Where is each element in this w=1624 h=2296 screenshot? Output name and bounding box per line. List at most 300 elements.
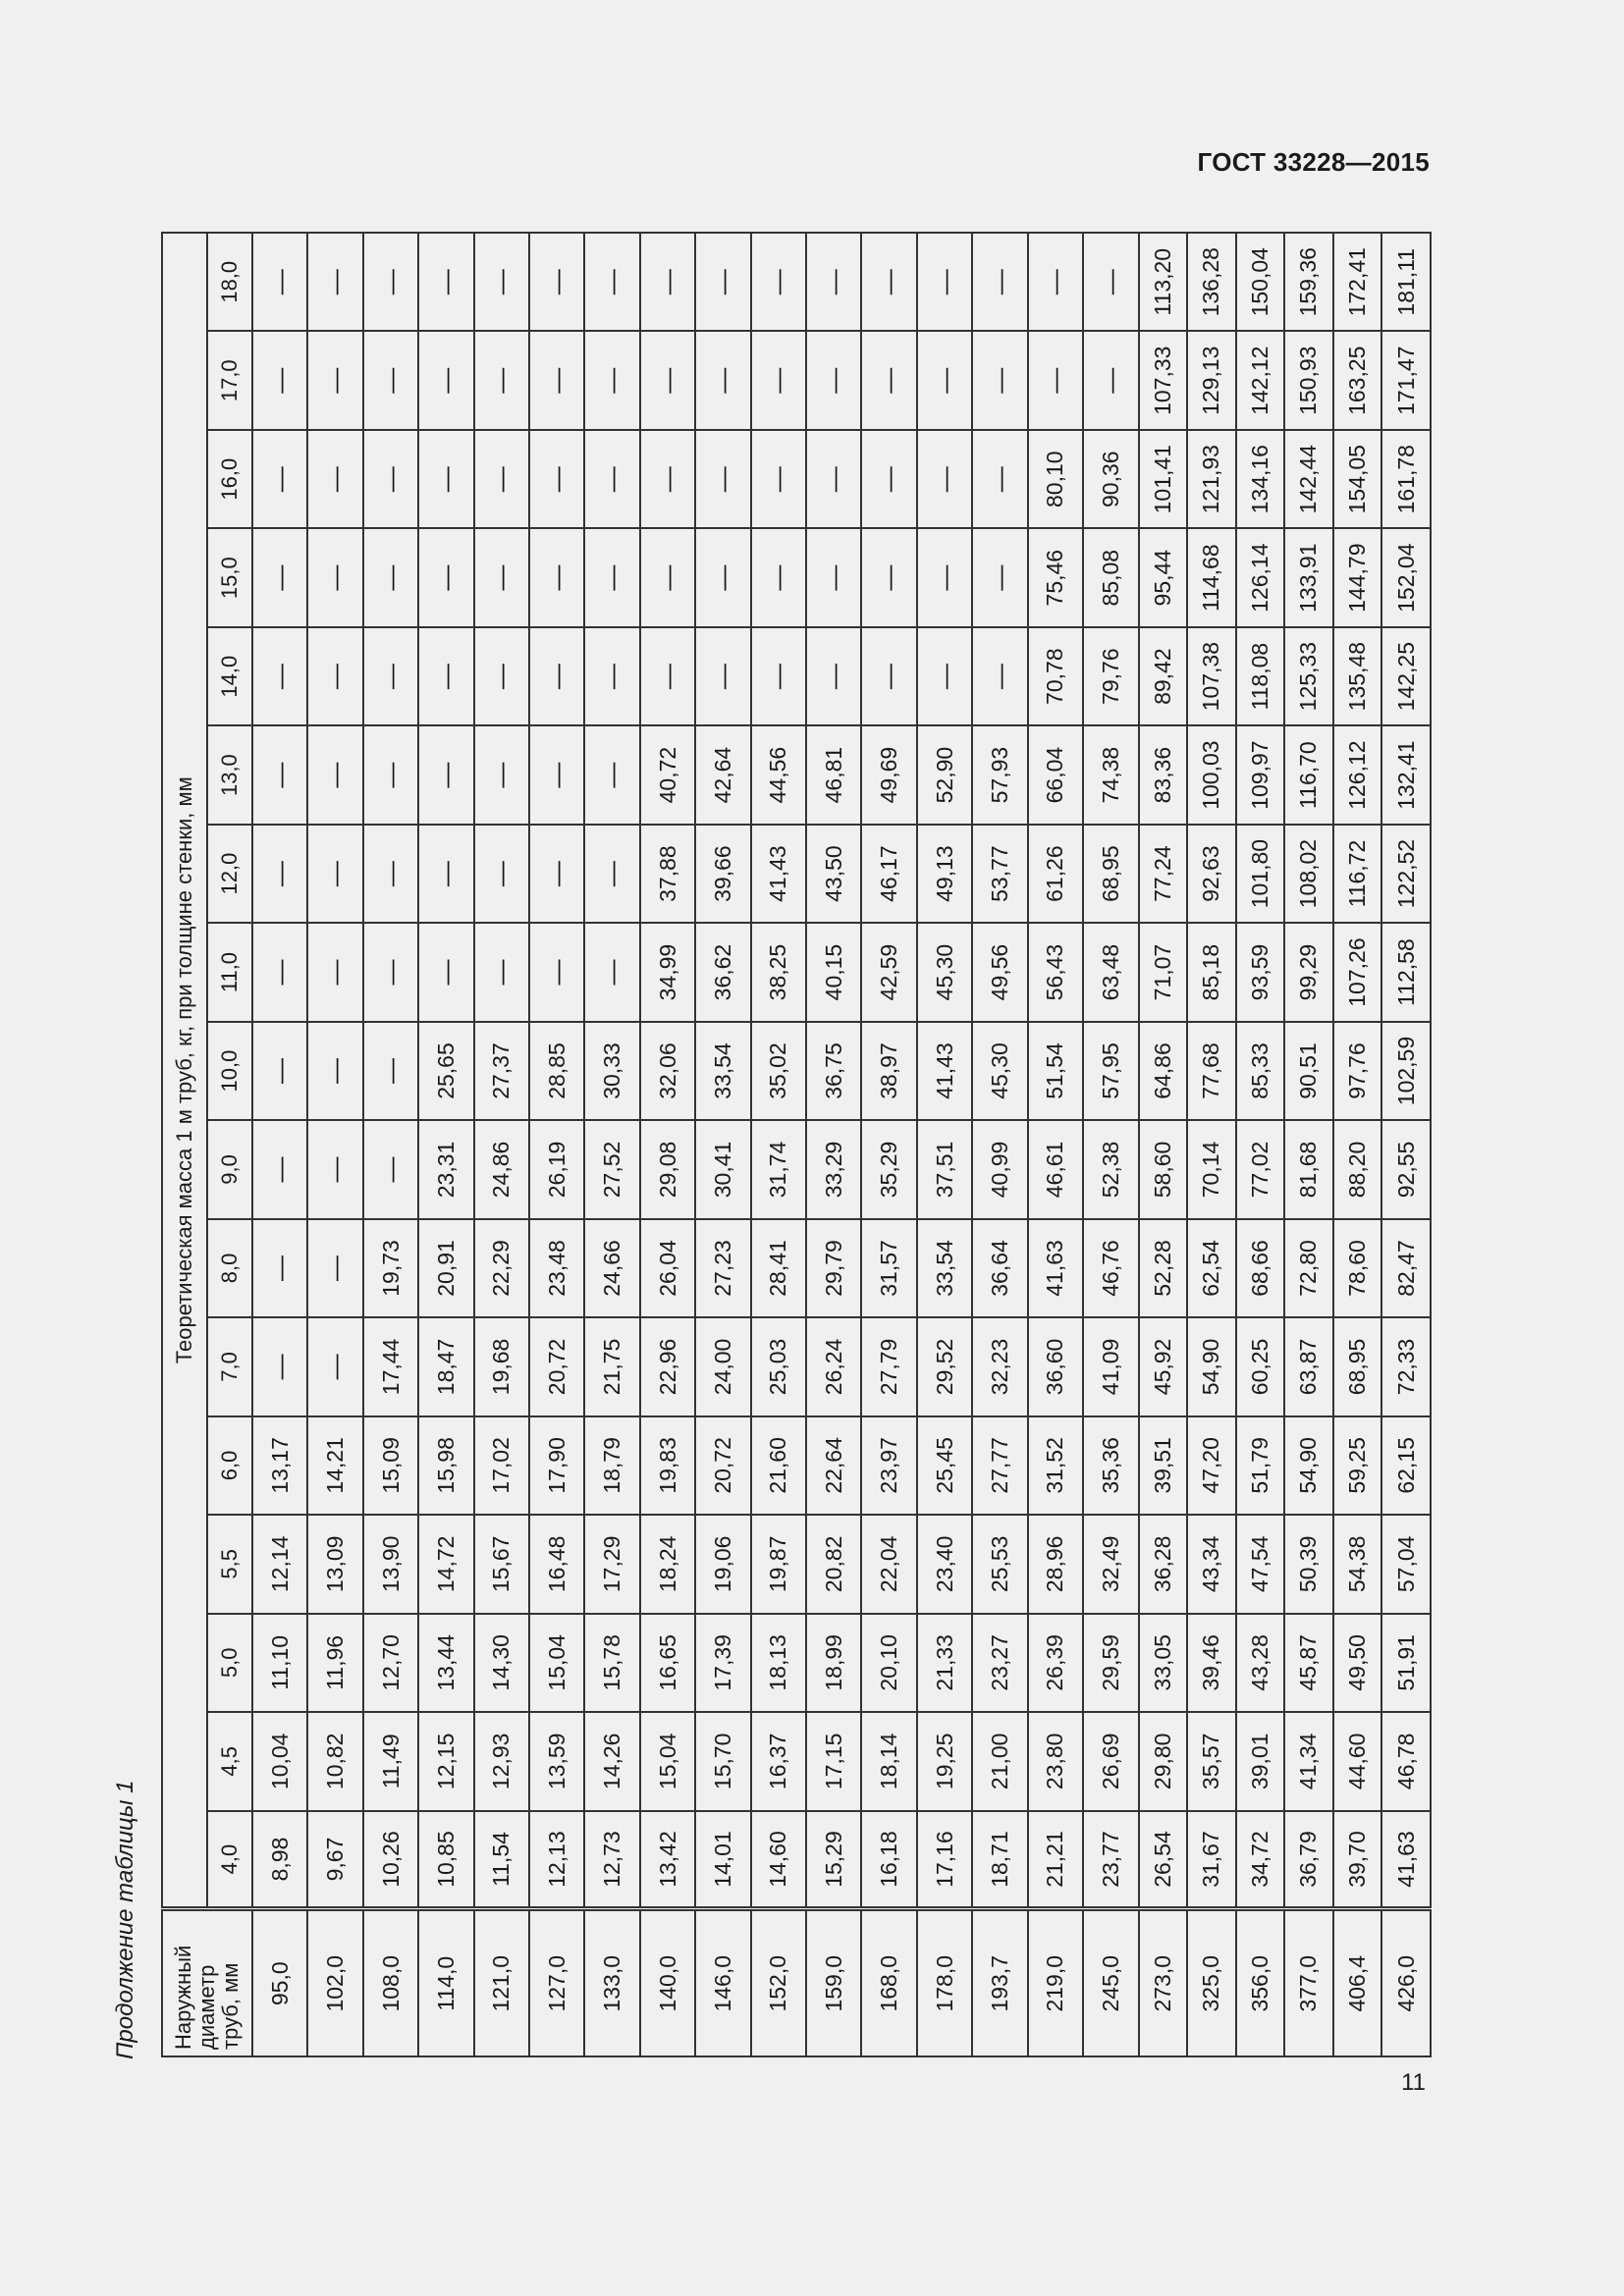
diameter-cell: 146,0: [695, 1909, 750, 2056]
mass-cell: 80,10: [1028, 430, 1083, 528]
mass-cell: —: [584, 825, 639, 923]
mass-cell: 24,86: [474, 1120, 529, 1218]
mass-cell: —: [363, 627, 418, 725]
diameter-cell: 140,0: [640, 1909, 695, 2056]
mass-cell: —: [1028, 332, 1083, 430]
mass-cell: 33,54: [917, 1219, 972, 1317]
mass-cell: 44,56: [751, 725, 806, 824]
mass-cell: 22,96: [640, 1317, 695, 1415]
table-row: [1139, 233, 1188, 2056]
mass-cell: —: [751, 528, 806, 626]
table-row: [418, 233, 473, 2056]
mass-cell: 39,46: [1187, 1614, 1236, 1712]
mass-cell: —: [529, 923, 584, 1021]
mass-cell: 41,63: [1028, 1219, 1083, 1317]
mass-cell: —: [418, 430, 473, 528]
mass-cell: 15,04: [529, 1614, 584, 1712]
mass-cell: 14,01: [695, 1811, 750, 1909]
mass-cell: 58,60: [1139, 1120, 1188, 1218]
mass-cell: 63,48: [1083, 923, 1138, 1021]
mass-cell: 37,88: [640, 825, 695, 923]
mass-cell: —: [363, 332, 418, 430]
mass-cell: 107,26: [1333, 923, 1382, 1021]
mass-cell: 11,10: [252, 1614, 307, 1712]
mass-cell: 29,79: [806, 1219, 861, 1317]
mass-cell: —: [917, 528, 972, 626]
mass-cell: —: [584, 627, 639, 725]
mass-cell: 41,34: [1284, 1712, 1333, 1810]
mass-cell: 35,29: [861, 1120, 916, 1218]
mass-cell: 122,52: [1381, 825, 1431, 923]
mass-cell: —: [307, 1317, 362, 1415]
mass-cell: 126,14: [1236, 528, 1285, 626]
mass-cell: —: [363, 923, 418, 1021]
table-row: [1284, 233, 1333, 2056]
column-header-thickness: 12,0: [207, 825, 252, 923]
mass-cell: —: [529, 725, 584, 824]
mass-cell: 93,59: [1236, 923, 1285, 1021]
mass-cell: —: [307, 725, 362, 824]
mass-cell: 16,65: [640, 1614, 695, 1712]
mass-cell: 114,68: [1187, 528, 1236, 626]
mass-cell: 25,53: [972, 1515, 1027, 1613]
mass-cell: —: [252, 233, 307, 332]
mass-cell: —: [363, 233, 418, 332]
mass-cell: 46,61: [1028, 1120, 1083, 1218]
mass-cell: 19,06: [695, 1515, 750, 1613]
mass-cell: 46,76: [1083, 1219, 1138, 1317]
mass-cell: —: [861, 332, 916, 430]
mass-cell: 83,36: [1139, 725, 1188, 824]
mass-cell: —: [529, 430, 584, 528]
table-row: [307, 233, 362, 2056]
mass-cell: —: [695, 528, 750, 626]
mass-cell: 22,29: [474, 1219, 529, 1317]
mass-cell: 159,36: [1284, 233, 1333, 332]
mass-cell: 18,99: [806, 1614, 861, 1712]
mass-cell: 15,09: [363, 1416, 418, 1515]
mass-cell: 15,78: [584, 1614, 639, 1712]
mass-cell: 133,91: [1284, 528, 1333, 626]
mass-cell: 142,12: [1236, 332, 1285, 430]
mass-cell: 41,09: [1083, 1317, 1138, 1415]
mass-cell: 12,13: [529, 1811, 584, 1909]
mass-cell: 17,29: [584, 1515, 639, 1613]
mass-cell: —: [418, 233, 473, 332]
diameter-cell: 152,0: [751, 1909, 806, 2056]
mass-cell: 78,60: [1333, 1219, 1382, 1317]
mass-cell: 39,66: [695, 825, 750, 923]
table-row: [363, 233, 418, 2056]
mass-cell: 27,23: [695, 1219, 750, 1317]
mass-cell: 49,69: [861, 725, 916, 824]
mass-cell: 24,00: [695, 1317, 750, 1415]
mass-cell: 150,93: [1284, 332, 1333, 430]
mass-cell: 150,04: [1236, 233, 1285, 332]
mass-cell: 45,92: [1139, 1317, 1188, 1415]
mass-cell: —: [806, 430, 861, 528]
table-row: [529, 233, 584, 2056]
mass-cell: 23,80: [1028, 1712, 1083, 1810]
mass-cell: 49,50: [1333, 1614, 1382, 1712]
table-continuation-label: Продолжение таблицы 1: [112, 1780, 138, 2059]
mass-cell: 41,43: [751, 825, 806, 923]
table-row: [1381, 233, 1431, 2056]
mass-cell: 172,41: [1333, 233, 1382, 332]
mass-cell: 26,69: [1083, 1712, 1138, 1810]
mass-cell: —: [584, 528, 639, 626]
column-header-thickness: 5,5: [207, 1515, 252, 1613]
mass-cell: 89,42: [1139, 627, 1188, 725]
mass-cell: —: [806, 528, 861, 626]
mass-cell: 36,60: [1028, 1317, 1083, 1415]
mass-cell: —: [307, 1120, 362, 1218]
mass-cell: 21,33: [917, 1614, 972, 1712]
page-number: 11: [1401, 2069, 1426, 2096]
mass-cell: 11,96: [307, 1614, 362, 1712]
mass-cell: —: [307, 528, 362, 626]
mass-cell: 32,23: [972, 1317, 1027, 1415]
mass-cell: 27,79: [861, 1317, 916, 1415]
mass-cell: 85,33: [1236, 1022, 1285, 1120]
mass-cell: 21,00: [972, 1712, 1027, 1810]
mass-cell: 8,98: [252, 1811, 307, 1909]
mass-cell: 92,63: [1187, 825, 1236, 923]
mass-cell: 15,04: [640, 1712, 695, 1810]
mass-cell: 21,60: [751, 1416, 806, 1515]
mass-cell: —: [584, 430, 639, 528]
mass-cell: —: [307, 332, 362, 430]
mass-cell: 44,60: [1333, 1712, 1382, 1810]
mass-cell: 25,03: [751, 1317, 806, 1415]
mass-cell: 19,68: [474, 1317, 529, 1415]
mass-cell: 57,95: [1083, 1022, 1138, 1120]
mass-cell: 26,19: [529, 1120, 584, 1218]
mass-cell: 142,44: [1284, 430, 1333, 528]
mass-cell: —: [474, 627, 529, 725]
column-group-header: Теоретическая масса 1 м труб, кг, при толщине стенки, мм: [162, 233, 207, 1909]
mass-cell: —: [474, 725, 529, 824]
diameter-header-line: труб, мм: [218, 1962, 244, 2050]
mass-cell: 62,15: [1381, 1416, 1431, 1515]
mass-cell: 126,12: [1333, 725, 1382, 824]
mass-cell: —: [474, 430, 529, 528]
diameter-cell: 178,0: [917, 1909, 972, 2056]
mass-cell: 79,76: [1083, 627, 1138, 725]
mass-cell: 21,75: [584, 1317, 639, 1415]
table-row: [1236, 233, 1285, 2056]
column-header-thickness: 11,0: [207, 923, 252, 1021]
diameter-cell: 325,0: [1187, 1909, 1236, 2056]
mass-cell: 90,36: [1083, 430, 1138, 528]
mass-cell: 9,67: [307, 1811, 362, 1909]
mass-cell: —: [529, 528, 584, 626]
column-header-thickness: 4,0: [207, 1811, 252, 1909]
diameter-cell: 426,0: [1381, 1909, 1431, 2056]
mass-cell: —: [861, 627, 916, 725]
mass-cell: 14,72: [418, 1515, 473, 1613]
column-header-thickness: 15,0: [207, 528, 252, 626]
mass-cell: 15,29: [806, 1811, 861, 1909]
mass-cell: —: [751, 233, 806, 332]
mass-cell: 129,13: [1187, 332, 1236, 430]
mass-cell: 72,80: [1284, 1219, 1333, 1317]
table-row: [972, 233, 1027, 2056]
mass-cell: 36,79: [1284, 1811, 1333, 1909]
column-header-thickness: 10,0: [207, 1022, 252, 1120]
mass-cell: —: [861, 233, 916, 332]
mass-cell: 19,83: [640, 1416, 695, 1515]
mass-cell: 63,87: [1284, 1317, 1333, 1415]
mass-cell: 181,11: [1381, 233, 1431, 332]
diameter-cell: 193,7: [972, 1909, 1027, 2056]
mass-cell: 34,72: [1236, 1811, 1285, 1909]
mass-cell: 61,26: [1028, 825, 1083, 923]
mass-cell: 28,85: [529, 1022, 584, 1120]
mass-cell: 52,28: [1139, 1219, 1188, 1317]
mass-cell: 47,20: [1187, 1416, 1236, 1515]
column-header-thickness: 6,0: [207, 1416, 252, 1515]
mass-cell: —: [972, 528, 1027, 626]
mass-cell: —: [474, 332, 529, 430]
mass-cell: 20,91: [418, 1219, 473, 1317]
mass-cell: —: [751, 332, 806, 430]
mass-cell: 132,41: [1381, 725, 1431, 824]
mass-cell: 12,73: [584, 1811, 639, 1909]
mass-cell: 53,77: [972, 825, 1027, 923]
mass-cell: 36,64: [972, 1219, 1027, 1317]
mass-cell: —: [252, 825, 307, 923]
mass-cell: 12,70: [363, 1614, 418, 1712]
mass-cell: 45,30: [972, 1022, 1027, 1120]
mass-cell: 20,10: [861, 1614, 916, 1712]
mass-cell: 74,38: [1083, 725, 1138, 824]
mass-cell: 46,78: [1381, 1712, 1431, 1810]
mass-cell: 68,95: [1083, 825, 1138, 923]
mass-cell: 82,47: [1381, 1219, 1431, 1317]
mass-cell: —: [363, 1022, 418, 1120]
mass-cell: —: [917, 430, 972, 528]
mass-cell: 101,80: [1236, 825, 1285, 923]
diameter-cell: 114,0: [418, 1909, 473, 2056]
mass-cell: —: [529, 233, 584, 332]
mass-cell: 16,37: [751, 1712, 806, 1810]
mass-cell: 26,24: [806, 1317, 861, 1415]
mass-cell: 19,73: [363, 1219, 418, 1317]
mass-cell: 11,54: [474, 1811, 529, 1909]
column-header-thickness: 7,0: [207, 1317, 252, 1415]
mass-cell: —: [640, 233, 695, 332]
mass-cell: 31,52: [1028, 1416, 1083, 1515]
mass-cell: 42,64: [695, 725, 750, 824]
mass-cell: 49,56: [972, 923, 1027, 1021]
mass-cell: 21,21: [1028, 1811, 1083, 1909]
mass-cell: 32,06: [640, 1022, 695, 1120]
mass-cell: —: [363, 725, 418, 824]
mass-cell: —: [695, 627, 750, 725]
mass-cell: —: [584, 233, 639, 332]
mass-cell: —: [363, 1120, 418, 1218]
diameter-cell: 219,0: [1028, 1909, 1083, 2056]
mass-cell: 33,05: [1139, 1614, 1188, 1712]
mass-cell: 26,04: [640, 1219, 695, 1317]
table-row: [474, 233, 529, 2056]
mass-cell: 19,25: [917, 1712, 972, 1810]
mass-cell: 14,26: [584, 1712, 639, 1810]
mass-cell: 16,48: [529, 1515, 584, 1613]
mass-cell: 57,93: [972, 725, 1027, 824]
diameter-cell: 406,4: [1333, 1909, 1382, 2056]
mass-cell: 107,33: [1139, 332, 1188, 430]
mass-cell: 29,52: [917, 1317, 972, 1415]
mass-cell: 31,74: [751, 1120, 806, 1218]
mass-cell: 20,72: [529, 1317, 584, 1415]
mass-cell: —: [640, 627, 695, 725]
column-header-diameter: [162, 1909, 252, 2056]
mass-cell: 92,55: [1381, 1120, 1431, 1218]
mass-cell: —: [917, 332, 972, 430]
mass-cell: 100,03: [1187, 725, 1236, 824]
mass-cell: 17,02: [474, 1416, 529, 1515]
mass-cell: 102,59: [1381, 1022, 1431, 1120]
mass-cell: —: [806, 627, 861, 725]
mass-cell: 116,72: [1333, 825, 1382, 923]
mass-cell: —: [418, 528, 473, 626]
mass-cell: 39,01: [1236, 1712, 1285, 1810]
mass-cell: 32,49: [1083, 1515, 1138, 1613]
mass-cell: —: [474, 528, 529, 626]
mass-cell: 18,79: [584, 1416, 639, 1515]
mass-cell: 13,17: [252, 1416, 307, 1515]
mass-cell: 45,30: [917, 923, 972, 1021]
mass-cell: —: [418, 923, 473, 1021]
mass-cell: 15,67: [474, 1515, 529, 1613]
mass-cell: 68,66: [1236, 1219, 1285, 1317]
mass-cell: 59,25: [1333, 1416, 1382, 1515]
mass-cell: 70,14: [1187, 1120, 1236, 1218]
mass-cell: 121,93: [1187, 430, 1236, 528]
mass-cell: 99,29: [1284, 923, 1333, 1021]
mass-cell: 41,43: [917, 1022, 972, 1120]
mass-cell: 13,09: [307, 1515, 362, 1613]
mass-cell: 38,97: [861, 1022, 916, 1120]
mass-cell: 43,28: [1236, 1614, 1285, 1712]
mass-cell: —: [418, 725, 473, 824]
mass-cell: 23,77: [1083, 1811, 1138, 1909]
mass-cell: —: [252, 430, 307, 528]
mass-cell: 12,15: [418, 1712, 473, 1810]
mass-cell: 14,60: [751, 1811, 806, 1909]
mass-cell: —: [584, 923, 639, 1021]
diameter-cell: 159,0: [806, 1909, 861, 2056]
mass-cell: 18,71: [972, 1811, 1027, 1909]
mass-cell: 77,02: [1236, 1120, 1285, 1218]
mass-cell: 51,79: [1236, 1416, 1285, 1515]
mass-cell: —: [695, 233, 750, 332]
mass-cell: 17,39: [695, 1614, 750, 1712]
mass-cell: 28,96: [1028, 1515, 1083, 1613]
diameter-cell: 133,0: [584, 1909, 639, 2056]
mass-cell: 39,70: [1333, 1811, 1382, 1909]
mass-cell: —: [474, 233, 529, 332]
mass-cell: 54,90: [1187, 1317, 1236, 1415]
mass-cell: —: [751, 430, 806, 528]
mass-cell: 68,95: [1333, 1317, 1382, 1415]
mass-cell: 50,39: [1284, 1515, 1333, 1613]
mass-cell: 23,48: [529, 1219, 584, 1317]
mass-cell: 90,51: [1284, 1022, 1333, 1120]
mass-cell: 24,66: [584, 1219, 639, 1317]
mass-cell: 118,08: [1236, 627, 1285, 725]
mass-cell: —: [474, 825, 529, 923]
diameter-cell: 245,0: [1083, 1909, 1138, 2056]
mass-cell: 26,39: [1028, 1614, 1083, 1712]
mass-cell: 28,41: [751, 1219, 806, 1317]
mass-cell: 31,57: [861, 1219, 916, 1317]
mass-cell: 134,16: [1236, 430, 1285, 528]
mass-cell: 57,04: [1381, 1515, 1431, 1613]
mass-cell: —: [640, 528, 695, 626]
mass-cell: 88,20: [1333, 1120, 1382, 1218]
mass-cell: 56,43: [1028, 923, 1083, 1021]
column-header-thickness: 8,0: [207, 1219, 252, 1317]
mass-cell: 18,47: [418, 1317, 473, 1415]
mass-cell: 22,64: [806, 1416, 861, 1515]
mass-cell: 109,97: [1236, 725, 1285, 824]
mass-cell: —: [584, 725, 639, 824]
mass-cell: 17,90: [529, 1416, 584, 1515]
mass-cell: —: [917, 627, 972, 725]
diameter-cell: 102,0: [307, 1909, 362, 2056]
mass-cell: 23,31: [418, 1120, 473, 1218]
column-header-thickness: 9,0: [207, 1120, 252, 1218]
column-header-thickness: 4,5: [207, 1712, 252, 1810]
diameter-cell: 168,0: [861, 1909, 916, 2056]
mass-cell: —: [307, 923, 362, 1021]
mass-cell: 152,04: [1381, 528, 1431, 626]
mass-cell: 40,15: [806, 923, 861, 1021]
mass-cell: 72,33: [1381, 1317, 1431, 1415]
mass-cell: —: [363, 528, 418, 626]
mass-cell: 54,90: [1284, 1416, 1333, 1515]
mass-cell: —: [252, 1317, 307, 1415]
mass-cell: 144,79: [1333, 528, 1382, 626]
column-header-thickness: 18,0: [207, 233, 252, 332]
table-row: [1028, 233, 1083, 2056]
table-row: [1187, 233, 1236, 2056]
mass-cell: 13,90: [363, 1515, 418, 1613]
mass-cell: 113,20: [1139, 233, 1188, 332]
table-row: [640, 233, 695, 2056]
table-row: [861, 233, 916, 2056]
mass-cell: 75,46: [1028, 528, 1083, 626]
mass-cell: 17,44: [363, 1317, 418, 1415]
diameter-header-line: диаметр: [193, 1964, 219, 2050]
mass-cell: 18,13: [751, 1614, 806, 1712]
column-header-thickness: 5,0: [207, 1614, 252, 1712]
mass-cell: 19,87: [751, 1515, 806, 1613]
mass-cell: 71,07: [1139, 923, 1188, 1021]
mass-cell: 51,54: [1028, 1022, 1083, 1120]
mass-cell: 13,59: [529, 1712, 584, 1810]
mass-cell: 142,25: [1381, 627, 1431, 725]
mass-cell: —: [806, 233, 861, 332]
mass-cell: —: [252, 923, 307, 1021]
mass-cell: 12,14: [252, 1515, 307, 1613]
mass-cell: 37,51: [917, 1120, 972, 1218]
diameter-cell: 108,0: [363, 1909, 418, 2056]
mass-cell: 36,62: [695, 923, 750, 1021]
